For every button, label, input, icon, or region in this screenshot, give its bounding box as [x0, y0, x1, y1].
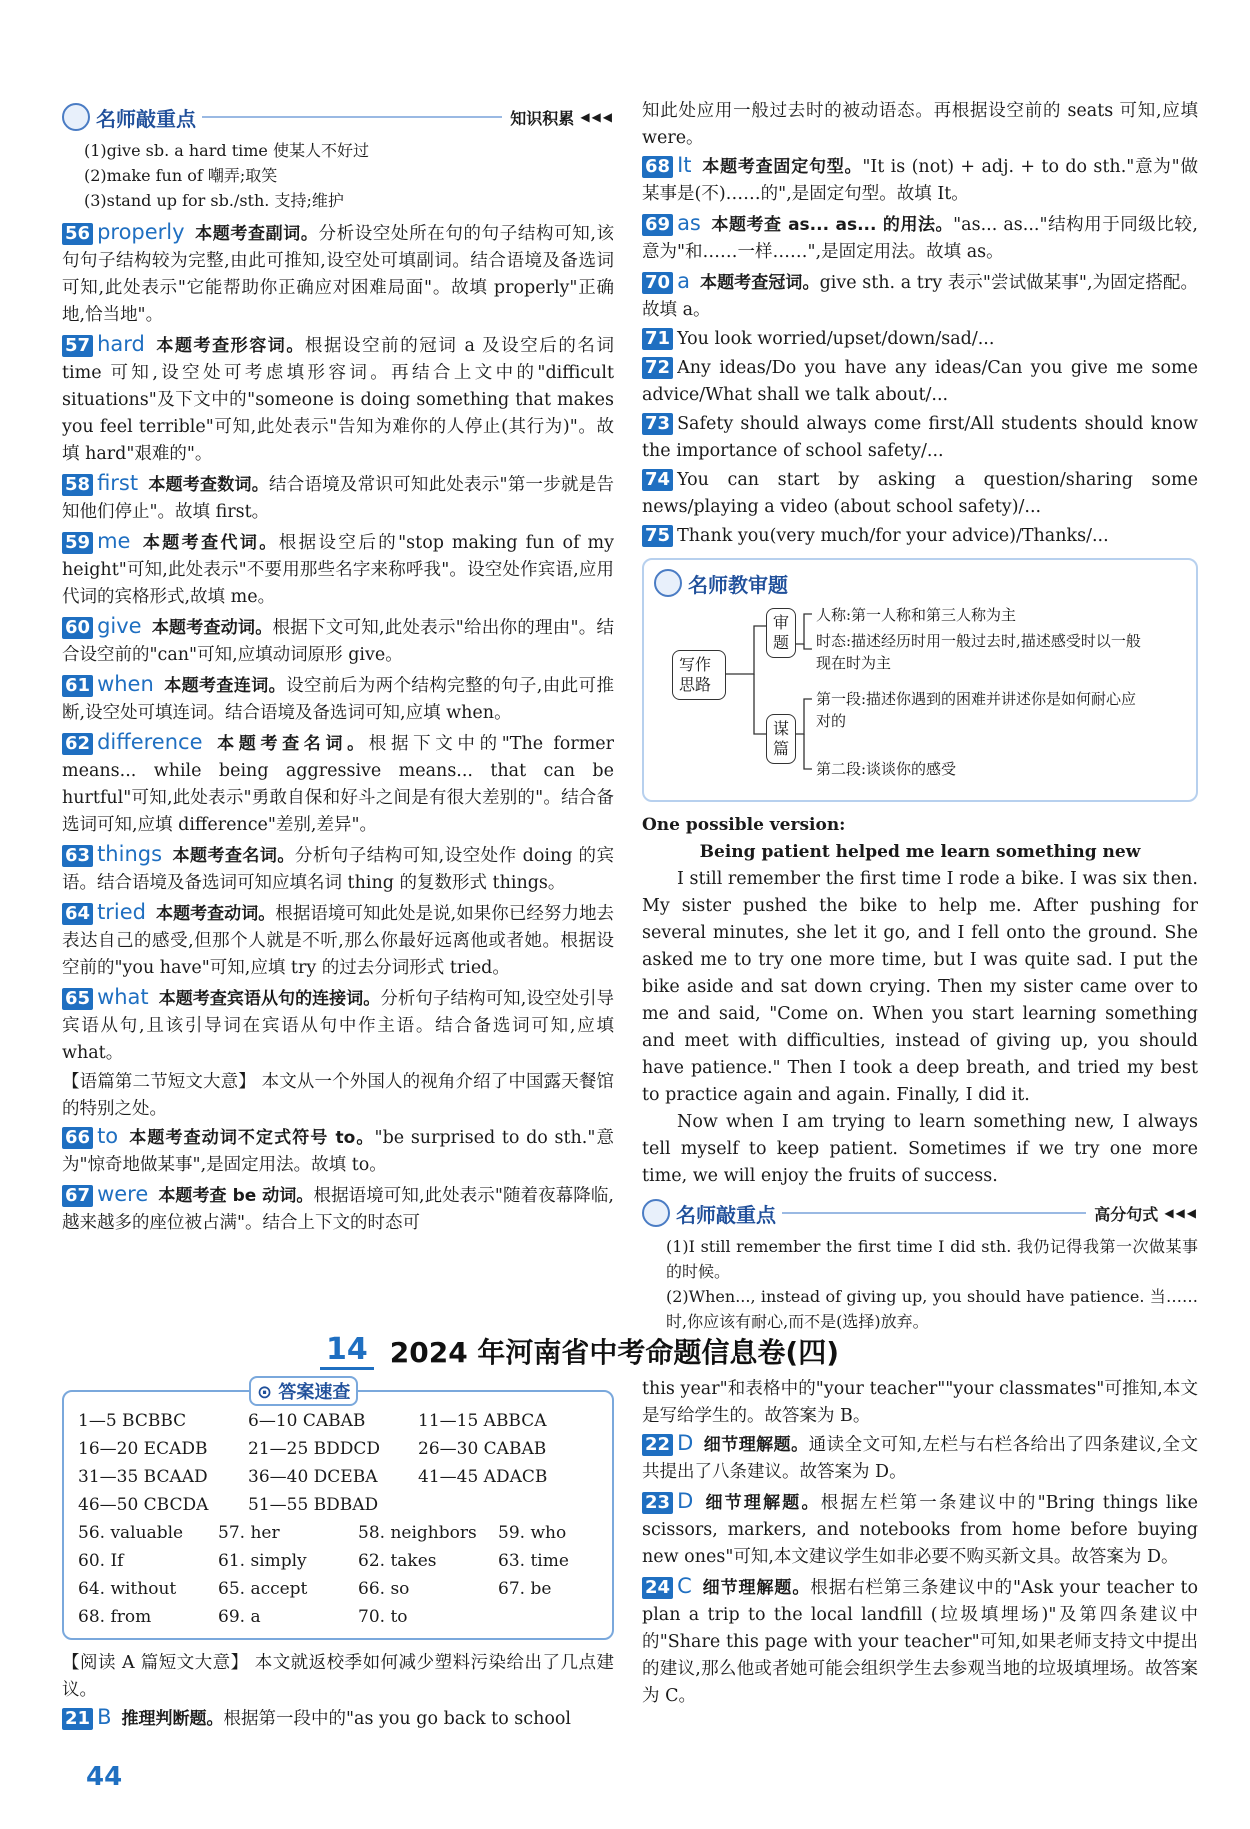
explanation-text: 根据语境可知此处是说,如果你已经努力地去表达自己的感受,但那个人就是不听,那么你最好远离他或者她。根据设空前的"you have"可知,应填 try 的过去分词形式 tried。	[62, 904, 615, 978]
answer-explanations-lower	[642, 1430, 1198, 1710]
answer-word: D	[677, 1431, 694, 1455]
question-number: 56	[62, 223, 93, 245]
answer-key-box	[62, 1382, 614, 1640]
answer-item-24	[642, 1573, 1198, 1710]
answer-item-68	[642, 152, 1198, 208]
header-tag: 知识积累	[510, 108, 575, 128]
explanation-lead: 细节理解题。	[703, 1493, 821, 1513]
section-note: 【语篇第二节短文大意】 本文从一个外国人的视角介绍了中国露天餐馆的特别之处。	[62, 1072, 614, 1119]
explanation-lead: 本题考查冠词。	[699, 273, 820, 293]
question-number: 63	[62, 845, 93, 867]
question-number: 70	[642, 272, 673, 294]
analysis-header	[654, 566, 1186, 600]
question-number: 66	[62, 1127, 93, 1149]
explanation-lead: 本题考查代词。	[140, 533, 279, 553]
answer-key-cell: 1—5 BCBBC	[78, 1411, 187, 1431]
answer-word: were	[97, 1182, 149, 1206]
sentence-item: (2)When..., instead of giving up, you should have patience. 当……时,你应该有耐心,而不是(选择)放弃。	[666, 1287, 1198, 1331]
version-label: One possible version:	[642, 815, 846, 835]
answer-key-cell	[418, 1492, 588, 1518]
answer-item-65	[62, 984, 614, 1067]
question-number: 59	[62, 532, 93, 554]
explanation-text: Thank you(very much/for your advice)/Thanks/...	[677, 526, 1109, 546]
essay-paragraph: Now when I am trying to learn something new, I always tell myself to keep patient. Sometimes if we try one more time, we will enjoy the fruits of success.	[642, 1112, 1198, 1186]
answer-key-cell: 67. be	[498, 1579, 552, 1599]
explanation-lead: 本题考查动词不定式符号 to。	[128, 1128, 375, 1148]
header-line	[202, 116, 502, 118]
explanation-text: You look worried/upset/down/sad/...	[677, 329, 995, 349]
header-title: 名师敲重点	[676, 1202, 776, 1227]
question-number: 57	[62, 335, 93, 357]
explanation-text: "It is (not) + adj. + to do sth."意为"做某事是(不)……的",是固定句型。故填 It。	[642, 157, 1198, 204]
answer-key-cell: 36—40 DCEBA	[248, 1467, 378, 1487]
answer-key-cell: 69. a	[218, 1607, 261, 1627]
answer-key-cell	[498, 1604, 598, 1630]
essay-title: Being patient helped me learn something new	[699, 842, 1141, 862]
explanation-text: 通读全文可知,左栏与右栏各给出了四条建议,全文共提出了八条建议。故答案为 D。	[642, 1435, 1199, 1482]
high-score-header	[642, 1196, 1198, 1230]
explanation-text: 根据设空前的冠词 a 及设空后的名词 time 可知,设空处可考虑填形容词。再结合上文中的"difficult situations"及下文中的"someone is doing something that makes you feel terrible"可知,此处表示"告知为难你的人停止(其行为)"。故填 hard"艰难的"。	[62, 336, 614, 464]
key-points-badge	[62, 103, 196, 132]
answer-item-61	[62, 671, 614, 727]
answer-key-cell: 26—30 CABAB	[418, 1439, 547, 1459]
answer-key-cell: 56. valuable	[78, 1523, 184, 1543]
explanation-text: Any ideas/Do you have any ideas/Can you give me some advice/What shall we talk about/...	[642, 358, 1198, 405]
answer-key-cell: 51—55 BDBAD	[248, 1495, 379, 1515]
answer-word: me	[97, 529, 131, 553]
explanation-lead: 细节理解题。	[703, 1435, 809, 1455]
knowledge-list	[62, 138, 614, 213]
answer-key-cell: 64. without	[78, 1579, 177, 1599]
explanation-text: 根据左栏第一条建议中的"Bring things like scissors, markers, and notebooks from home before buying new ones"可知,本文建议学生如非必要不购买新文具。故答案为 D。	[642, 1493, 1198, 1567]
explanation-text: 分析设空处所在句的句子结构可知,该句句子结构较为完整,由此可推知,设空处可填副词。结合语境及备选词可知,此处表示"它能帮助你正确应对困难局面"。故填 properly"正确地,恰当地"。	[62, 224, 615, 325]
lower-right-column	[642, 1376, 1198, 1712]
writing-answers	[642, 326, 1198, 550]
explanation-lead: 推理判断题。	[121, 1709, 224, 1729]
answer-item-64	[62, 899, 614, 982]
explanation-lead: 本题考查动词。	[156, 904, 276, 924]
header-line	[782, 1212, 1086, 1214]
answer-key-cell: 31—35 BCAAD	[78, 1467, 208, 1487]
answer-item-57	[62, 331, 614, 468]
explanation-text: 设空前后为两个结构完整的句子,由此可推断,设空处可填连词。结合语境及备选词可知,应填 when。	[62, 676, 615, 723]
question-number: 65	[62, 988, 93, 1010]
answer-key-cell: 68. from	[78, 1607, 152, 1627]
explanation-text: 根据右栏第三条建议中的"Ask your teacher to plan a trip to the local landfill (垃圾填埋场)"及第四条建议中的"Share this page with your teacher"可知,如果老师支持文中提出的建议,那么他或者她可能会组织学生去参观当地的垃圾填埋场。故答案为 C。	[642, 1578, 1199, 1706]
lower-left-column	[62, 1380, 614, 1735]
answer-item-74	[642, 467, 1198, 521]
diagram-item: 第二段:谈谈你的感受	[816, 760, 957, 778]
answer-word: B	[97, 1705, 112, 1729]
answer-key-cell: 21—25 BDDCD	[248, 1439, 381, 1459]
key-points-header	[62, 100, 614, 134]
answer-word: D	[677, 1489, 694, 1513]
explanation-lead: 本题考查动词。	[151, 618, 273, 638]
continued-text: 知此处应用一般过去时的被动语态。再根据设空前的 seats 可知,应填 were。	[642, 101, 1198, 148]
question-number: 71	[642, 328, 673, 350]
answer-key-cell: 16—20 ECADB	[78, 1439, 208, 1459]
answer-explanations	[62, 219, 614, 1067]
explanation-text: 根据第一段中的"as you go back to school	[223, 1709, 572, 1729]
explanation-lead: 本题考查数词。	[148, 475, 269, 495]
explanation-lead: 本题考查 be 动词。	[158, 1186, 314, 1206]
explanation-text: 根据下文可知,此处表示"给出你的理由"。结合设空前的"can"可知,应填动词原形 give。	[62, 618, 614, 665]
question-number: 67	[62, 1185, 93, 1207]
answer-word: as	[677, 211, 701, 235]
question-number: 74	[642, 469, 673, 491]
answer-word: difference	[97, 730, 203, 754]
section-heading: 2024 年河南省中考命题信息卷(四)	[389, 1336, 840, 1369]
answer-word: what	[97, 985, 149, 1009]
explanation-text: give sth. a try 表示"尝试做某事",为固定搭配。故填 a。	[642, 273, 1198, 320]
answer-word: when	[97, 672, 154, 696]
key-points-badge	[642, 1199, 776, 1228]
answer-item-58	[62, 470, 614, 526]
answer-item-72	[642, 355, 1198, 409]
knowledge-item: (1)give sb. a hard time 使某人不好过	[84, 141, 369, 160]
arrows-icon: ◀◀◀	[1164, 1206, 1198, 1220]
answer-explanations-2	[62, 1123, 614, 1237]
explanation-lead: 细节理解题。	[701, 1578, 811, 1598]
answer-word: It	[677, 153, 692, 177]
essay-paragraph: I still remember the first time I rode a bike. I was six then. My sister pushed the bike to help me. After pushing for several minutes, she let it go, and I fell onto the ground. She asked me to try one more time, but I was quite sad. I put the bike aside and sat down crying. Then my sister came over to me and said, "Come on. When you start learning something and meet with difficulties, instead of giving up, you should have patience." Then I took a deep breath, and tried my best to practice again and again. Finally, I did it.	[642, 869, 1198, 1105]
explanation-text: Safety should always come first/All students should know the importance of school safety/...	[642, 414, 1198, 461]
teacher-mascot-icon	[654, 569, 682, 597]
right-column	[642, 98, 1198, 1334]
answer-item-66	[62, 1123, 614, 1179]
answer-key-cell: 11—15 ABBCA	[418, 1411, 547, 1431]
answer-word: give	[97, 614, 142, 638]
answer-key-icon: ⊙	[257, 1382, 279, 1403]
teacher-mascot-icon	[62, 103, 90, 131]
answer-word: hard	[97, 332, 145, 356]
explanation-text: You can start by asking a question/sharing some news/playing a video (about school safety)/...	[642, 470, 1198, 517]
answer-item-69	[642, 210, 1198, 266]
answer-key-cell: 57. her	[218, 1523, 280, 1543]
reading-note: 【阅读 A 篇短文大意】 本文就返校季如何减少塑料污染给出了几点建议。	[62, 1653, 614, 1700]
answer-item-71	[642, 326, 1198, 353]
continued-text: this year"和表格中的"your teacher""your classmates"可推知,本文是写给学生的。故答案为 B。	[642, 1379, 1198, 1426]
explanation-lead: 本题考查名词。	[172, 846, 295, 866]
answer-word: a	[677, 269, 690, 293]
answer-key-cell: 63. time	[498, 1551, 569, 1571]
answer-item-60	[62, 613, 614, 669]
answer-item-21	[62, 1704, 614, 1733]
answer-item-67	[62, 1181, 614, 1237]
diagram-item: 人称:第一人称和第三人称为主	[816, 606, 1017, 624]
answer-item-73	[642, 411, 1198, 465]
explanation-text: 根据下文中的"The former means... while being aggressive means... that can be hurtful"可知,此处表示"勇敢自保和好斗之间是有很大差别的"。结合备选词可知,应填 difference"差别,差异"。	[62, 734, 615, 835]
diagram-item: 第一段:描述你遇到的困难并讲述你是如何耐心应对的	[816, 690, 1137, 730]
answer-explanations-right	[642, 152, 1198, 324]
section-title	[320, 1328, 839, 1374]
question-number: 68	[642, 156, 673, 178]
header-title: 名师教审题	[688, 572, 788, 597]
knowledge-item: (2)make fun of 嘲弄;取笑	[84, 166, 278, 185]
sentence-list	[642, 1234, 1198, 1334]
question-number: 73	[642, 413, 673, 435]
question-number: 75	[642, 525, 673, 547]
arrows-icon: ◀◀◀	[580, 110, 614, 124]
answer-key-title-text: 答案速查	[278, 1382, 351, 1403]
answer-word: things	[97, 842, 163, 866]
sentence-item: (1)I still remember the first time I did sth. 我仍记得我第一次做某事的时候。	[666, 1237, 1198, 1281]
answer-key-cell: 6—10 CABAB	[248, 1411, 366, 1431]
answer-key-cell: 59. who	[498, 1523, 567, 1543]
answer-item-70	[642, 268, 1198, 324]
answer-key-cell: 58. neighbors	[358, 1523, 477, 1543]
answer-key-cell: 60. If	[78, 1551, 124, 1571]
explanation-text: 分析句子结构可知,设空处引导宾语从句,且该引导词在宾语从句中作主语。结合备选词可知,应填 what。	[62, 989, 615, 1063]
question-number: 64	[62, 903, 93, 925]
diagram-node-shen: 审题	[766, 608, 796, 658]
diagram-item: 时态:描述经历时用一般过去时,描述感受时以一般现在时为主	[816, 632, 1141, 672]
explanation-text: 根据语境可知,此处表示"随着夜幕降临,越来越多的座位被占满"。结合上下文的时态可	[62, 1186, 614, 1233]
answer-item-56	[62, 219, 614, 329]
explanation-text: 分析句子结构可知,设空处作 doing 的宾语。结合语境及备选词可知应填名词 thing 的复数形式 things。	[62, 846, 615, 893]
section-number: 14	[320, 1332, 374, 1370]
question-number: 24	[642, 1577, 673, 1599]
question-number: 60	[62, 617, 93, 639]
answer-item-63	[62, 841, 614, 897]
question-number: 22	[642, 1434, 673, 1456]
question-number: 72	[642, 357, 673, 379]
answer-word: tried	[97, 900, 147, 924]
explanation-text: 根据设空后的"stop making fun of my height"可知,此处表示"不要用那些名字来称呼我"。设空处作宾语,应用代词的宾格形式,故填 me。	[62, 533, 615, 607]
answer-key-cell: 61. simply	[218, 1551, 307, 1571]
explanation-text: "be surprised to do sth."意为"惊奇地做某事",是固定用法。故填 to。	[62, 1128, 614, 1175]
answer-word: properly	[97, 220, 185, 244]
answer-key-cell: 41—45 ADACB	[418, 1467, 548, 1487]
writing-plan-diagram	[654, 604, 1186, 794]
answer-item-23	[642, 1488, 1198, 1571]
header-title: 名师敲重点	[96, 106, 196, 131]
answer-item-75	[642, 523, 1198, 550]
left-column	[62, 100, 614, 1239]
answer-item-62	[62, 729, 614, 839]
answer-key-cell: 65. accept	[218, 1579, 308, 1599]
question-number: 62	[62, 733, 93, 755]
answer-key-cell: 66. so	[358, 1579, 410, 1599]
question-number: 21	[62, 1708, 93, 1730]
knowledge-item: (3)stand up for sb./sth. 支持;维护	[84, 191, 344, 210]
exam-analysis-box	[642, 558, 1198, 802]
explanation-lead: 本题考查固定句型。	[701, 157, 863, 177]
question-number: 58	[62, 474, 93, 496]
page-number: 44	[86, 1762, 123, 1792]
explanation-text: 结合语境及常识可知此处表示"第一步就是告知他们停止"。故填 first。	[62, 475, 614, 522]
answer-key-cell: 70. to	[358, 1607, 408, 1627]
answer-key-title	[249, 1376, 358, 1406]
explanation-lead: 本题考查宾语从句的连接词。	[158, 989, 381, 1009]
explanation-lead: 本题考查连词。	[163, 676, 287, 696]
header-tag: 高分句式	[1094, 1204, 1159, 1224]
explanation-text: "as... as..."结构用于同级比较,意为"和……一样……",是固定用法。故填 as。	[642, 215, 1198, 262]
answer-key-cell: 46—50 CBCDA	[78, 1495, 209, 1515]
diagram-root-node: 写作思路	[672, 650, 726, 700]
answer-item-59	[62, 528, 614, 611]
answer-item-22	[642, 1430, 1198, 1486]
question-number: 61	[62, 675, 93, 697]
explanation-lead: 本题考查副词。	[194, 224, 319, 244]
answer-word: to	[97, 1124, 119, 1148]
answer-ranges	[78, 1408, 598, 1518]
explanation-lead: 本题考查 as... as... 的用法。	[710, 215, 954, 235]
question-number: 23	[642, 1492, 673, 1514]
answer-word: C	[677, 1574, 692, 1598]
teacher-mascot-icon	[642, 1199, 670, 1227]
answer-words	[78, 1520, 598, 1630]
analysis-badge	[654, 569, 788, 598]
answer-word: first	[97, 471, 139, 495]
explanation-lead: 本题考查名词。	[212, 734, 369, 754]
explanation-lead: 本题考查形容词。	[154, 336, 305, 356]
answer-key-cell: 62. takes	[358, 1551, 437, 1571]
question-number: 69	[642, 214, 673, 236]
diagram-node-mou: 谋篇	[766, 714, 796, 764]
